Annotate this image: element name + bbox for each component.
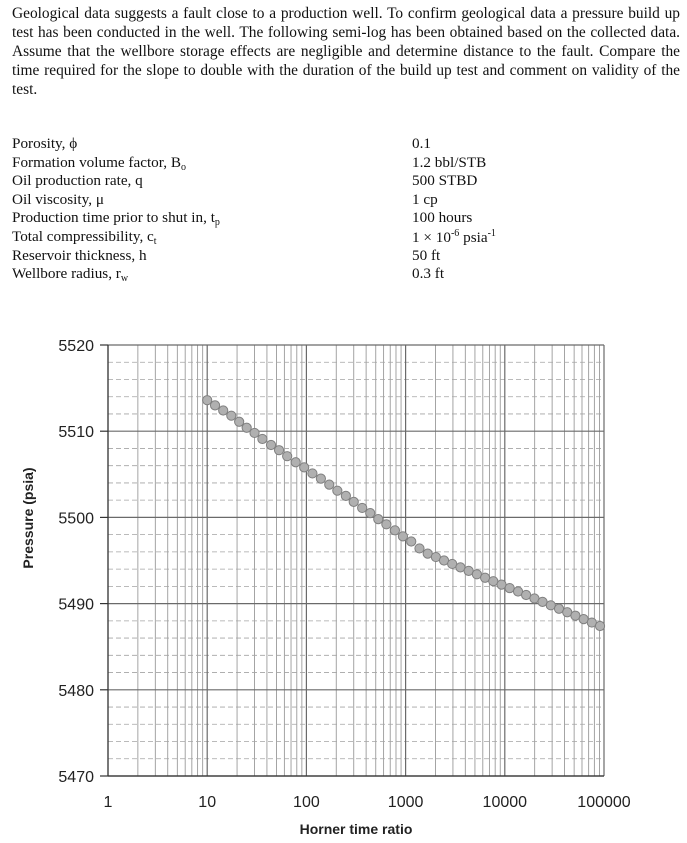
data-point (266, 440, 275, 449)
problem-text: Geological data suggests a fault close to a production well. To confirm geological data a pressure build up test has been conducted in the well. The following semi-log has been obtained based on the collected data. Assume that the wellbore storage effects are negligible and determine distance to the fault. Compare the time required for the slope to double with the duration of the build up test and comment on validity of the test. (12, 5, 680, 98)
y-tick-label: 5490 (58, 596, 94, 614)
x-tick-label: 10 (198, 794, 217, 811)
data-point (366, 508, 375, 517)
parameter-value: 50 ft (412, 246, 441, 264)
data-point (219, 406, 228, 415)
parameter-value: 500 STBD (412, 172, 478, 190)
parameter-row (12, 265, 672, 284)
data-point (250, 428, 259, 437)
parameter-label: Porosity, ϕ (12, 135, 78, 152)
x-axis-label: Horner time ratio (299, 821, 413, 837)
parameter-label: Oil production rate, q (12, 172, 143, 190)
data-point (341, 491, 350, 500)
data-point (235, 417, 244, 426)
data-point (415, 544, 424, 553)
parameter-label: Reservoir thickness, h (12, 246, 147, 264)
parameter-row (12, 154, 672, 173)
data-point (374, 515, 383, 524)
parameter-row (12, 209, 672, 228)
data-point (227, 411, 236, 420)
data-point (390, 526, 399, 535)
data-point (382, 520, 391, 529)
data-point (333, 486, 342, 495)
data-point (316, 474, 325, 483)
parameter-row (12, 172, 672, 191)
data-point (291, 458, 300, 467)
parameter-label: Wellbore radius, $r_w$ (12, 265, 129, 285)
parameter-row (12, 228, 672, 247)
parameter-value: 0.3 ft (412, 265, 445, 283)
data-point (300, 463, 309, 472)
data-point (505, 583, 514, 592)
data-point (358, 503, 367, 512)
problem-statement (12, 4, 680, 99)
x-tick-label: 100000 (577, 794, 631, 811)
y-tick-label: 5510 (58, 424, 94, 442)
y-tick-label: 5480 (58, 682, 94, 700)
parameter-label: Production time prior to shut in, $t_p$ (12, 209, 220, 229)
parameter-value: 1.2 bbl/STB (412, 153, 487, 171)
parameter-value: 100 hours (412, 209, 473, 227)
y-tick-label: 5470 (58, 769, 94, 786)
parameter-value: 0.1 (412, 135, 431, 152)
parameter-table (12, 135, 672, 284)
y-tick-label: 5520 (58, 338, 94, 355)
parameter-value: 1 cp (412, 190, 438, 208)
data-point (258, 434, 267, 443)
data-point (398, 532, 407, 541)
data-point (210, 401, 219, 410)
data-point (595, 621, 604, 630)
parameter-row (12, 135, 672, 154)
y-axis-label: Pressure (psia) (20, 467, 36, 569)
parameter-label: Total compressibility, $c_t$ (12, 227, 157, 247)
x-tick-label: 100 (293, 794, 320, 811)
data-point (274, 446, 283, 455)
x-tick-label: 1 (103, 794, 113, 811)
x-tick-label: 10000 (482, 794, 528, 811)
parameter-row (12, 247, 672, 266)
data-point (325, 480, 334, 489)
chart-background (0, 300, 687, 843)
horner-plot (0, 300, 687, 843)
data-point (407, 537, 416, 546)
parameter-value: $1 \times 10^{-6}$ psia$^{-1}$ (412, 227, 496, 246)
x-tick-label: 1000 (387, 794, 424, 811)
data-point (522, 590, 531, 599)
parameter-label: Formation volume factor, $B_o$ (12, 153, 186, 173)
parameter-label: Oil viscosity, μ (12, 190, 104, 208)
y-tick-label: 5500 (58, 510, 94, 528)
parameter-row (12, 191, 672, 210)
data-point (308, 469, 317, 478)
data-point (349, 497, 358, 506)
data-point (283, 452, 292, 461)
